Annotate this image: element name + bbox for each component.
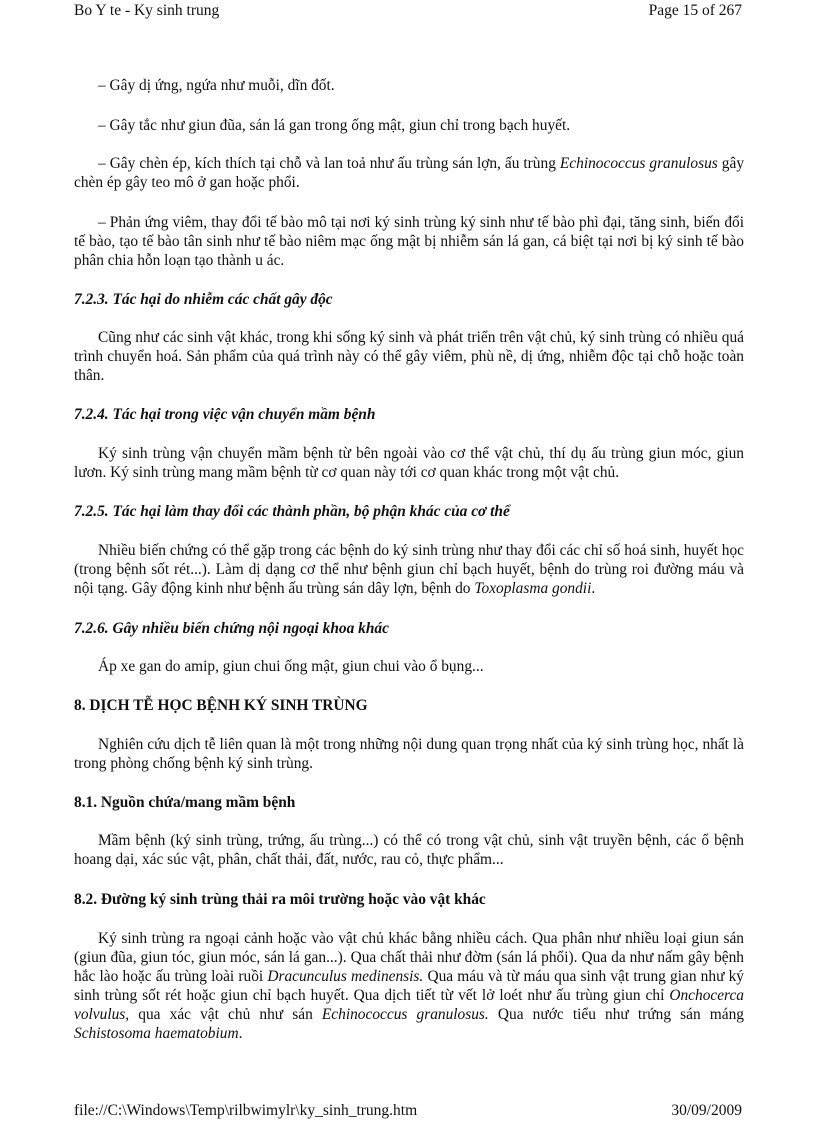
paragraph-complications xyxy=(74,541,744,598)
heading-section-8: 8. DỊCH TỄ HỌC BỆNH KÝ SINH TRÙNG xyxy=(74,697,368,714)
text-run: gây chèn ép gây teo mô ở gan hoặc phổi. xyxy=(74,155,745,191)
paragraph-reservoirs: Mầm bệnh (ký sinh trùng, trứng, ấu trùng...) có thể có trong vật chủ, sinh vật truyền bệnh, các ổ bệnh hoang dại, xác súc vật, phân, chất thải, đất, nước, rau cỏ, thực phẩm... xyxy=(74,832,744,868)
page-header xyxy=(74,2,742,22)
paragraph-epidemiology: Nghiên cứu dịch tễ liên quan là một trong những nội dung quan trọng nhất của ký sinh trùng học, nhất là trong phòng chống bệnh ký sinh trùng. xyxy=(74,736,744,772)
text-run: – Gây chèn ép, kích thích tại chỗ và lan toả như ấu trùng sán lợn, ấu trùng xyxy=(98,155,560,172)
species-name: Schistosoma haematobium xyxy=(74,1025,239,1042)
paragraph-compression xyxy=(74,154,744,192)
heading-7-2-6: 7.2.6. Gây nhiều biến chứng nội ngoại khoa khác xyxy=(74,620,389,637)
paragraph-surgical: Áp xe gan do amip, giun chui ống mật, giun chui vào ổ bụng... xyxy=(98,658,484,675)
species-name: Dracunculus medinensis. xyxy=(267,968,424,985)
paragraph-obstruction: – Gây tắc như giun đũa, sán lá gan trong ống mật, giun chỉ trong bạch huyết. xyxy=(98,117,571,134)
text-run: Nhiều biến chứng có thể gặp trong các bệnh do ký sinh trùng như thay đổi các chỉ số hoá sinh, huyết học (trong bệnh sốt rét...). Làm dị dạng cơ thể như bệnh giun chỉ bạch huyết, bệnh do trùng roi đường máu và nội tạng. Gây động kinh như bệnh ấu trùng sán dây lợn, bệnh do xyxy=(74,542,744,597)
text-run: qua xác vật chủ như sán xyxy=(129,1006,322,1023)
heading-8-2: 8.2. Đường ký sinh trùng thải ra môi trường hoặc vào vật khác xyxy=(74,891,486,908)
species-name: Echinococcus granulosus xyxy=(559,155,718,172)
paragraph-toxins: Cũng như các sinh vật khác, trong khi sống ký sinh và phát triển trên vật chủ, ký sinh trùng có nhiều quá trình chuyển hoá. Sản phẩm của quá trình này có thể gây viêm, phù nề, dị ứng, nhiễm độc tại chỗ hoặc toàn thân. xyxy=(74,329,744,384)
text-run: Qua máu và từ máu qua sinh vật trung gian như ký sinh trùng sốt rét hoặc giun chỉ bạch huyết. Qua dịch tiết từ vết lở loét như ấu trùng giun chỉ xyxy=(74,968,744,1004)
heading-7-2-5: 7.2.5. Tác hại làm thay đổi các thành phần, bộ phận khác của cơ thể xyxy=(74,503,510,520)
heading-7-2-4: 7.2.4. Tác hại trong việc vận chuyển mầm bệnh xyxy=(74,406,376,423)
text-run: Ký sinh trùng ra ngoại cảnh hoặc vào vật chủ khác bằng nhiều cách. Qua phân như nhiều loại giun sán (giun đũa, giun tóc, giun móc, sán lá gan...). Qua chất thải như đờm (sán lá phổi). Qua da như nấm gây bệnh hắc lào hoặc ấu trùng loài ruồi xyxy=(74,930,744,985)
heading-8-1: 8.1. Nguồn chứa/mang mầm bệnh xyxy=(74,794,296,811)
species-name: Onchocerca volvulus, xyxy=(74,987,744,1023)
text-run: . xyxy=(238,1025,243,1042)
paragraph-vectors: Ký sinh trùng vận chuyển mầm bệnh từ bên ngoài vào cơ thể vật chủ, thí dụ ấu trùng giun móc, giun lươn. Ký sinh trùng mang mầm bệnh từ cơ quan này tới cơ quan khác trong một vật chủ. xyxy=(74,445,744,481)
text-run: . xyxy=(591,580,596,597)
document-title: Bo Y te - Ky sinh trung xyxy=(74,2,220,19)
species-name: Toxoplasma gondii xyxy=(474,580,592,597)
paragraph-allergy: – Gây dị ứng, ngứa như muỗi, dĩn đốt. xyxy=(98,77,335,94)
paragraph-transmission xyxy=(74,929,744,1043)
paragraph-inflammation: – Phản ứng viêm, thay đổi tế bào mô tại nơi ký sinh trùng ký sinh như tế bào phì đại, tăng sinh, biến đổi tế bào, tạo tế bào tân sinh như tế bào niêm mạc ống mật bị nhiễm sán lá gan, cá biệt tại nơi bị ký sinh tế bào phân chia hỗn loạn tạo thành u ác. xyxy=(74,214,744,269)
heading-7-2-3: 7.2.3. Tác hại do nhiễm các chất gây độc xyxy=(74,291,333,308)
file-path: file://C:\Windows\Temp\rilbwimylr\ky_sinh_trung.htm xyxy=(74,1102,418,1119)
species-name: Echinococcus granulosus. xyxy=(321,1006,489,1023)
text-run: Qua nước tiểu như trứng sán máng xyxy=(488,1006,744,1023)
page-number: Page 15 of 267 xyxy=(648,2,742,19)
print-date: 30/09/2009 xyxy=(671,1102,742,1119)
page-footer xyxy=(74,1102,742,1122)
